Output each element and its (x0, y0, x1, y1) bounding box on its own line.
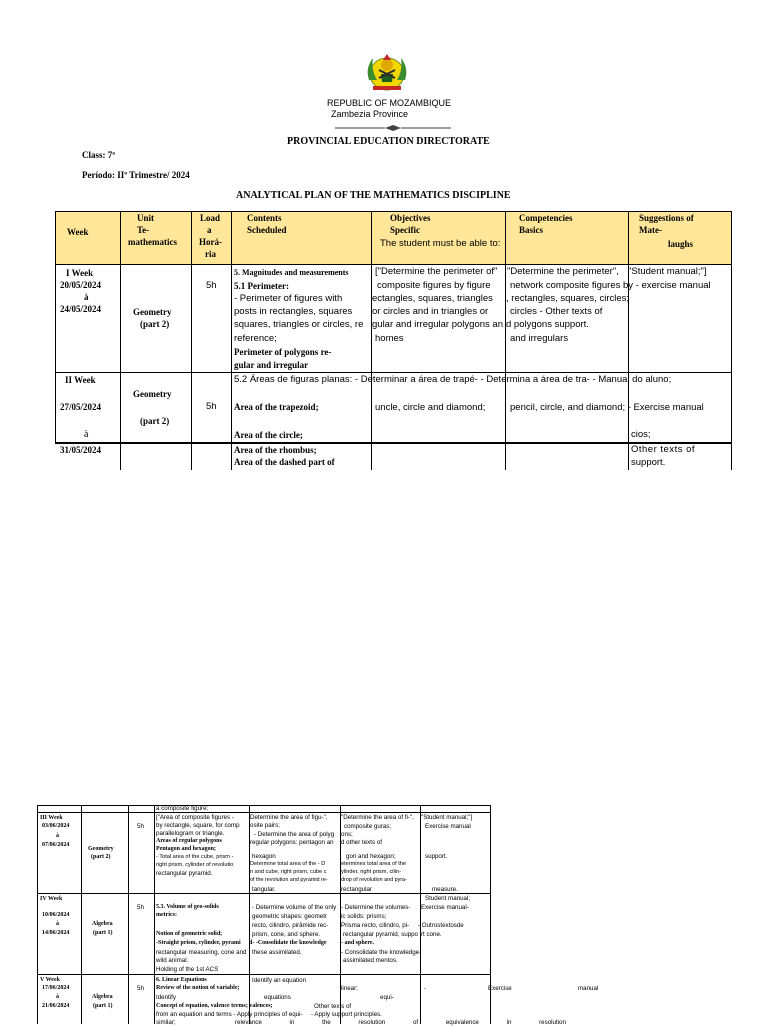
r4-unit-part: (part 1) (93, 930, 113, 936)
row1-objectives-3: ectangles, squares, triangles (372, 293, 493, 304)
row1-week: I Week (66, 268, 94, 278)
r3-mid-8: of the revolution and pyramid re- (250, 877, 328, 883)
r3-week-to: à (56, 833, 59, 839)
row3-week: 31/05/2024 (60, 445, 102, 455)
r4-contents-7: Holding of the 1st ACS (156, 966, 219, 973)
r3-obj-8: drop of revolution and pyra- (341, 877, 407, 883)
header-suggestions-line2: Mate- (639, 225, 662, 235)
r4-week-start: 10/06/2024 (42, 912, 70, 918)
row1-contents-6: reference; (234, 333, 277, 344)
header-competencies-line2: Basics (519, 225, 544, 235)
row1-contents-2: 5.1 Perimeter: (234, 281, 289, 291)
r5-mid-4: - Apply support principles. (311, 1011, 382, 1018)
r4-week-end: 14/06/2024 (42, 930, 70, 936)
small-top-text: a composite figure; (156, 805, 209, 812)
r5-sugg-2: Exercise (488, 985, 512, 992)
r4-obj-5: - and sphere. (341, 940, 375, 946)
row1-contents-8: gular and irregular (234, 360, 309, 370)
row2-week-to: à (84, 429, 89, 440)
row2-unit: Geometry (133, 389, 172, 399)
row1-unit: Geometry (133, 307, 172, 317)
header-load-line2: a (207, 225, 212, 235)
r3-obj-5: gon and hexagon; (346, 853, 396, 860)
r4-mid-4: prism, cone, and sphere. (252, 931, 321, 938)
r3-obj-1: "Determine the area of fi-", (341, 814, 414, 821)
header-contents-line2: Scheduled (247, 225, 287, 235)
r5-contents-3: Identify (156, 994, 176, 1001)
header-unit-line2: Te- (137, 225, 150, 235)
r5-contents-5: from an equation and terms - Apply principles of equi- (156, 1011, 303, 1018)
row1-objectives-4: or circles and in triangles or (372, 306, 489, 317)
r3-load: 5h (137, 823, 144, 830)
r4-obj-7: assimilated mentos. (343, 957, 398, 964)
r4-load: 5h (137, 904, 144, 911)
r4-obj-1: - Determine the volumes- (341, 904, 411, 911)
r3-sugg-3: support. (425, 853, 448, 860)
row1-competencies-5: d polygons support. (506, 319, 589, 330)
row2-suggestions-1: cios; (631, 429, 651, 440)
row1-contents-5: squares, triangles or circles, re (234, 319, 364, 330)
r3-mid-9: tangular. (252, 886, 276, 893)
header-unit: Unit (137, 213, 155, 223)
r3-week-end: 07/06/2024 (42, 842, 70, 848)
r5-contents-1: 6. Linear Equations (156, 977, 207, 983)
r3-obj-7: ylinder, right prism, cilin- (341, 869, 401, 875)
mozambique-emblem (361, 50, 413, 96)
row1-competencies-3: , rectangles, squares, circles; (506, 293, 630, 304)
row1-contents-4: posts in rectangles, squares (234, 306, 353, 317)
r5-week-to: à (56, 994, 59, 1000)
r3-contents-6: - Total area of the cube, prism - (156, 854, 234, 860)
header-suggestions-line3: laughs (668, 239, 694, 249)
row1-contents-1: 5. Magnitudes and measurements (234, 268, 349, 277)
r4-sugg-3: - Outrostextosde (418, 922, 464, 929)
r3-week-start: 03/06/2024 (42, 823, 70, 829)
header-unit-line3: mathematics (128, 237, 177, 247)
r4-obj-4: rectangular pyramid, suppo (343, 931, 418, 938)
r4-mid-3: recto, cilindro, pirâmide rec- (252, 922, 329, 929)
r5-week: V Week (40, 977, 60, 983)
r4-mid-5: d- -Consolidate the knowledge (249, 940, 327, 946)
row1-competencies-6: and irregulars (510, 333, 569, 344)
row1-contents-7: Perimeter of polygons re- (234, 347, 332, 357)
r4-contents-4: -Straight prism, cylinder, pyrami (156, 940, 241, 946)
r3-mid-6: Determine total area of the - D (250, 861, 326, 867)
r3-mid-3: - Determine the area of polyg (254, 831, 335, 838)
r3-obj-9: rectangular (341, 886, 372, 893)
r4-contents-5: rectangular measuring, cone and (156, 949, 247, 956)
r5-tail-text: relevance in the resolution of equivalence in resolution (235, 1019, 566, 1026)
r5-load: 5h (137, 985, 144, 992)
row1-week-to: à (84, 292, 89, 302)
row3-contents-1: Area of the rhombus; (234, 445, 317, 455)
row3-suggestions-1: Other texts of (631, 444, 696, 455)
r4-contents-3: Notion of geometric solid; (156, 931, 223, 937)
period-line: Período: IIº Trimestre/ 2024 (82, 170, 190, 180)
r3-contents-8: rectangular pyramid. (156, 870, 213, 877)
r5-week-start: 17/06/2024 (42, 985, 70, 991)
r3-week: III Week (40, 815, 63, 821)
r3-obj-4: d other texts of (341, 839, 382, 846)
r4-obj-3: Prisma recto, cilindro, pi- (341, 922, 410, 929)
r4-mid-6: these assimilated. (252, 949, 302, 956)
row1-suggestions-1: "Student manual;"] (628, 266, 707, 277)
r4-mid-2: geometric shapes: geometr (252, 913, 327, 920)
r5-contents-2: Review of the notion of variable; (156, 985, 240, 991)
r5-obj-1: linear; (341, 985, 358, 992)
header-load: Load (200, 213, 221, 223)
r5-unit: Algebra (92, 994, 113, 1000)
row1-objectives-1: ["Determine the perimeter of" (375, 266, 498, 277)
r5-week-end: 21/06/2024 (42, 1003, 70, 1009)
row1-objectives-6: homes (375, 333, 404, 344)
plan-title: ANALYTICAL PLAN OF THE MATHEMATICS DISCIPLINE (236, 190, 511, 201)
row3-contents-2: Area of the dashed part of (234, 457, 335, 467)
header-competencies: Competencies (519, 213, 573, 223)
row1-objectives-2: composite figures by figure (377, 280, 491, 291)
row2-top-line: 5.2 Áreas de figuras planas: - Determinar a área de trapé- - Determina a área de tra- - Manual do aluno; (234, 374, 672, 385)
r4-sugg-1: Student manual; (425, 895, 471, 902)
row1-contents-3: - Perimeter of figures with (234, 293, 343, 304)
row1-load: 5h (206, 280, 217, 291)
r3-mid-2: osite pairs; (250, 822, 280, 829)
r3-mid-7: n and cube, right prism, cube c (250, 869, 327, 875)
r3-contents-2: by rectangle, square, for comp (156, 822, 240, 829)
r5-unit-part: (part 1) (93, 1003, 113, 1009)
province-name: Zambezia Province (331, 109, 409, 119)
r5-mid-1: Identify an equation (252, 977, 307, 984)
r4-mid-1: - Determine volume of the only (252, 904, 337, 911)
header-suggestions: Suggestions of (639, 213, 694, 223)
r5-contents-6: similar; (156, 1019, 176, 1026)
row2-unit-part: (part 2) (140, 416, 170, 426)
row2-competencies-1: pencil, circle, and diamond; - Exercise manual (510, 402, 704, 413)
r5-sugg-1: - (424, 985, 427, 992)
header-load-line4: ria (205, 249, 216, 259)
r4-unit: Algebra (92, 921, 113, 927)
r3-mid-4: regular polygons: pentagon an (250, 839, 334, 846)
row1-competencies-4: circles - Other texts of (510, 306, 603, 317)
r3-unit-part: (part 2) (91, 854, 111, 860)
r3-contents-1: ["Area of composite figures - (156, 814, 234, 821)
r4-contents-2: metrics: (156, 912, 177, 918)
r4-contents-6: wild animal. (156, 957, 189, 964)
row1-week-end: 24/05/2024 (60, 304, 102, 314)
directorate-title: PROVINCIAL EDUCATION DIRECTORATE (287, 136, 490, 147)
row1-week-start: 20/05/2024 (60, 280, 102, 290)
row1-competencies-2: network composite figures by - exercise manual (510, 280, 711, 291)
r5-contents-4: Concept of equation, valence terms; valences; (156, 1003, 273, 1009)
r3-sugg-4: measure. (432, 886, 458, 893)
r4-sugg-4: rt cone. (421, 931, 442, 938)
row2-contents-2: Area of the circle; (234, 430, 303, 440)
ornamental-divider (335, 125, 451, 131)
r3-contents-5: Pentagon and hexagon; (156, 846, 217, 852)
r4-week-to: à (56, 921, 59, 927)
row1-competencies-1: "Determine the perimeter", (507, 266, 619, 277)
header-contents: Contents (247, 213, 282, 223)
r4-contents-1: 5.3. Volume of geo-solids (156, 904, 219, 910)
r3-sugg-1: "Student manual;"] (421, 814, 473, 821)
r3-contents-4: Areas of regular polygons (156, 838, 222, 844)
r3-obj-3: ons; (341, 831, 353, 838)
r3-mid-5: hexagon (252, 853, 276, 860)
row2-week-start: 27/05/2024 (60, 402, 102, 412)
row3-suggestions-2: support. (631, 457, 666, 468)
r3-unit: Geometry (88, 846, 114, 852)
r4-obj-2: ic solids: prisms; (341, 913, 387, 920)
header-week: Week (67, 227, 89, 237)
r5-obj-2: equi- (380, 994, 394, 1001)
r4-week: IV Week (40, 896, 63, 902)
r4-obj-6: - Consolidate the knowledge- (341, 949, 422, 956)
r5-mid-3: Other texts of (314, 1003, 352, 1010)
r4-sugg-2: Exercise manual- (421, 904, 469, 911)
header-objectives-line3: The student must be able to: (380, 238, 501, 249)
row1-objectives-5: gular and irregular polygons an (372, 319, 503, 330)
header-objectives: Objectives (390, 213, 431, 223)
row2-contents-1: Area of the trapezoid; (234, 402, 319, 412)
header-load-line3: Horá- (199, 237, 222, 247)
r5-mid-2: equations (264, 994, 291, 1001)
r3-mid-1: Determine the area of figu-", (250, 814, 328, 821)
row2-objectives-1: uncle, circle and diamond; (375, 402, 486, 413)
row2-load: 5h (206, 401, 217, 412)
r3-contents-7: right prism, cylinder of revolutio (156, 862, 234, 868)
row2-week: II Week (65, 375, 96, 385)
republic-name: REPUBLIC OF MOZAMBIQUE (327, 98, 452, 108)
r3-obj-2: composite guras; (344, 823, 392, 830)
r3-obj-6: etermines total area of the (341, 861, 406, 867)
class-line: Class: 7ª (82, 150, 115, 160)
r5-sugg-3: manual (578, 985, 599, 992)
r3-contents-3: parallelogram or triangle. (156, 830, 225, 837)
row1-unit-part: (part 2) (140, 319, 170, 329)
header-objectives-line2: Specific (390, 225, 420, 235)
r3-sugg-2: Exercise manual (425, 823, 471, 830)
